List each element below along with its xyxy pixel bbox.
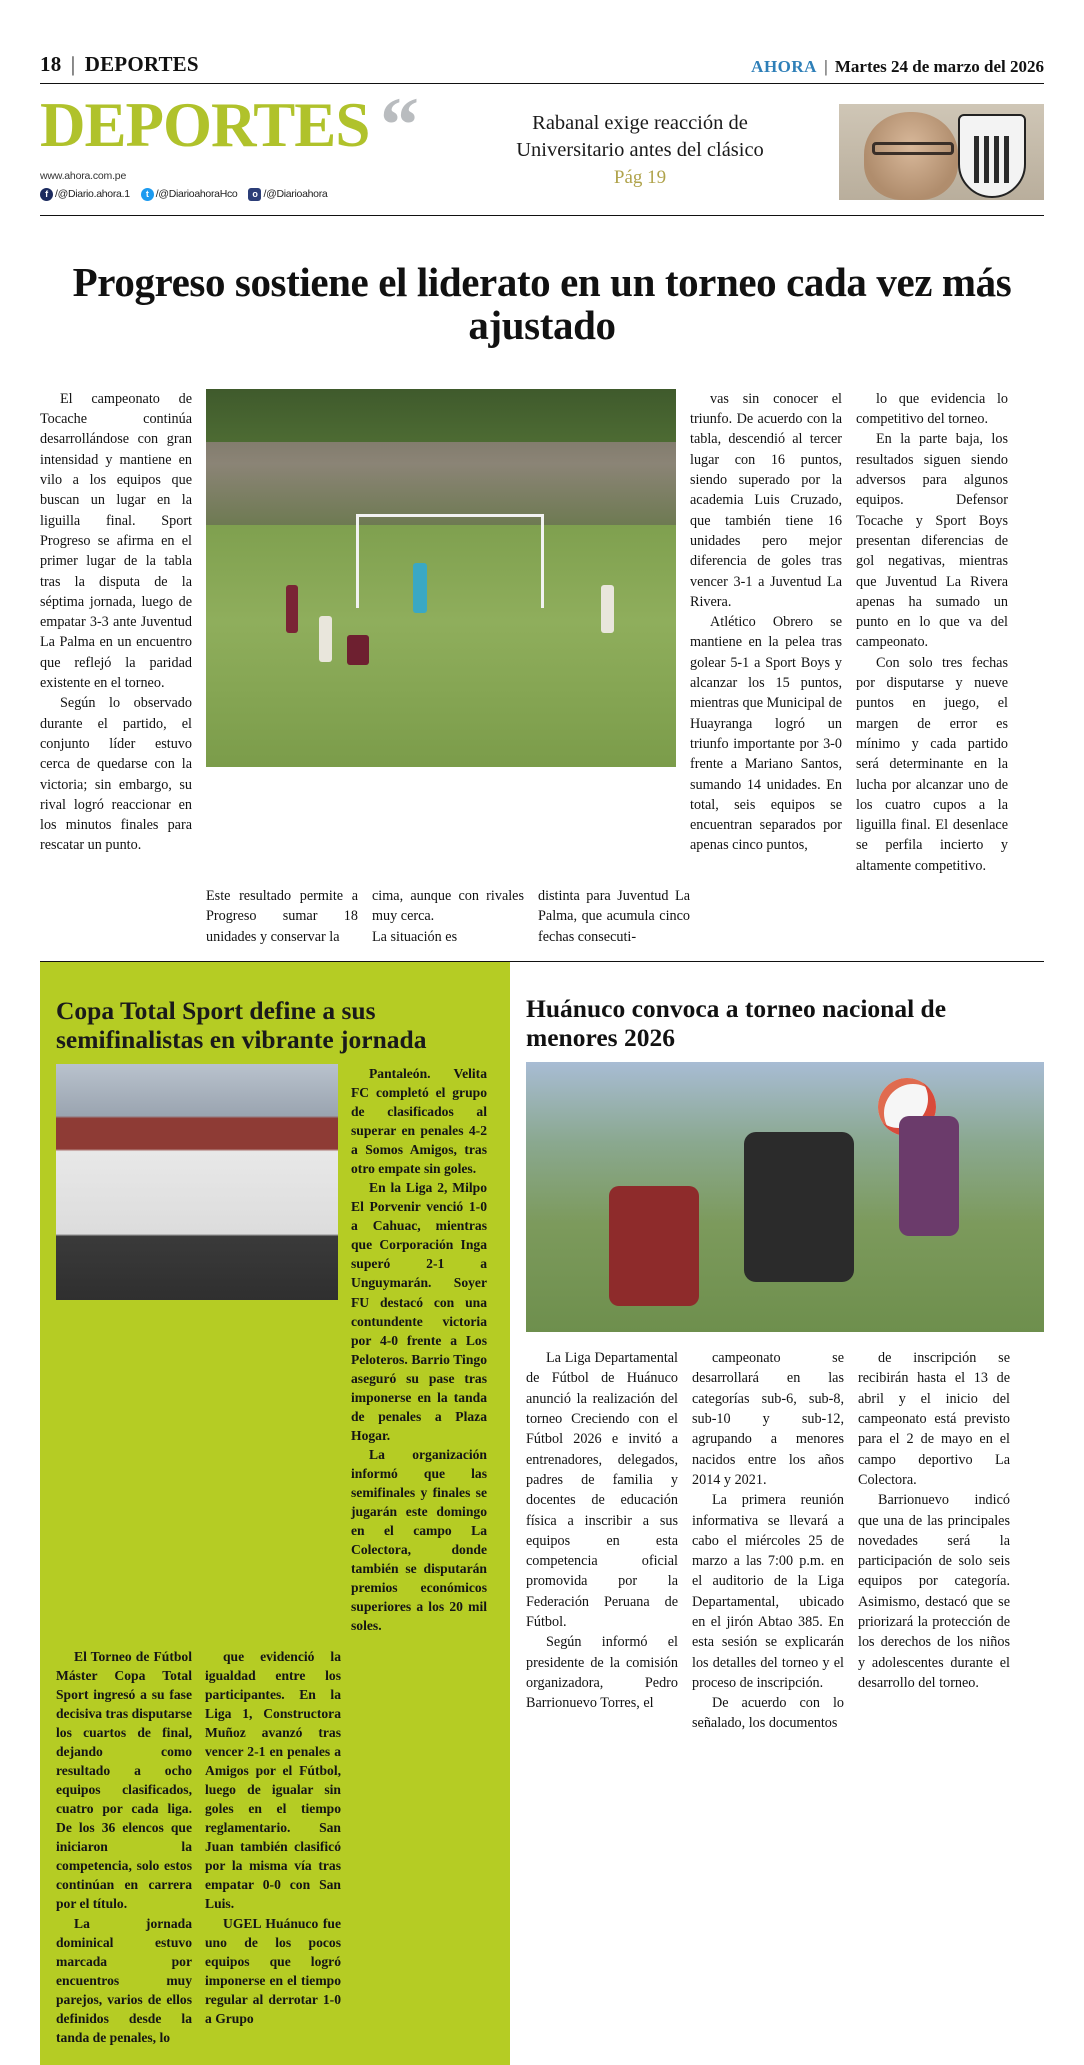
brand-name: AHORA — [751, 57, 817, 76]
social-facebook[interactable] — [40, 188, 130, 201]
masthead — [40, 81, 1044, 211]
photo-trees — [206, 389, 676, 442]
photo-player — [286, 585, 298, 633]
teaser-page-ref: Pág 19 — [613, 167, 667, 189]
paragraph: campeonato se desarrollará en las categorías sub-6, sub-8, sub-10 y sub-12, agrupando a menores nacidos entre los años 2014 y 2021. — [692, 1350, 844, 1488]
left-article-headline: Copa Total Sport define a sus semifinalistas en vibrante jornada — [56, 996, 427, 1054]
masthead-title: DEPORTES — [40, 90, 370, 160]
facebook-handle: /@Diario.ahora.1 — [55, 188, 130, 201]
column-gutter — [510, 962, 526, 2065]
masthead-photo-face — [864, 112, 958, 200]
social-instagram[interactable] — [248, 188, 327, 201]
social-links — [40, 188, 370, 201]
caption-text: La situación es — [372, 928, 458, 945]
right-article-column-2 — [692, 1348, 844, 1734]
bottom-section — [40, 962, 1044, 2065]
team-photo — [56, 1064, 338, 1300]
teaser-line-1: Rabanal exige reacción de — [532, 112, 748, 134]
main-article-body — [40, 389, 1044, 876]
main-article-column-1 — [40, 389, 192, 876]
paragraph: Según informó el presidente de la comisión organizadora, Pedro Barrionuevo Torres, el — [526, 1634, 678, 1712]
paragraph: vas sin conocer el triunfo. De acuerdo con la tabla, descendió al tercer lugar con 16 puntos, siendo superado por la academia Luis Cruzado, que también tiene 16 unidades pero mejor diferencia de goles tras vencer 3-1 a Juventud La Rivera. — [690, 390, 842, 610]
masthead-divider — [40, 215, 1044, 216]
paragraph: Atlético Obrero se mantiene en la pelea tras golear 5-1 a Sport Boys y alcanzar los 15 puntos, mientras que Municipal de Huayranga logró un triunfo importante por 3-0 frente a Mariano Santos, sumando 14 unidades. En total, seis equipos se encuentran separados por apenas cinco puntos, — [690, 614, 842, 854]
right-article-photo — [526, 1062, 1044, 1332]
social-twitter[interactable] — [141, 188, 238, 201]
paragraph: Barrionuevo indicó que una de las principales novedades será la participación de solo seis equipos por categoría. Asimismo, destacó que se priorizará la protección de los derechos de los niños y adolescentes durante el desarrollo del torneo. — [858, 1492, 1010, 1691]
right-article-column-3 — [858, 1348, 1010, 1734]
right-article — [526, 962, 1044, 2065]
paragraph: de inscripción se recibirán hasta el 13 de abril y el inicio del campeonato está previsto para el 2 de mayo en el campo deportivo La Colectora. — [858, 1350, 1010, 1488]
paragraph: Pantaleón. Velita FC completó el grupo de clasificados al superar en penales 4-2 a Somos Amigos, tras otro empate sin goles. — [351, 1066, 487, 1177]
photo-player — [744, 1132, 854, 1282]
photo-goalkeeper — [413, 563, 427, 613]
masthead-photo — [839, 104, 1044, 200]
right-article-column-1 — [526, 1348, 678, 1734]
quote-mark-icon: “ — [380, 81, 419, 168]
main-article-photo — [206, 389, 676, 767]
photo-player — [319, 616, 332, 662]
paragraph: La organización informó que las semifinales y finales se jugarán este domingo en el campo La Colectora, donde también se disputarán premios económicos superiores a los 20 mil soles. — [351, 1446, 487, 1634]
main-headline: Progreso sostiene el liderato en un torneo cada vez más ajustado — [72, 259, 1012, 349]
paragraph: La primera reunión informativa se llevará a cabo el miércoles 25 de marzo a las 7:00 p.m. en el auditorio de la Liga Departamental, ubicado en el jirón Abtao 385. En esta sesión se explicarán los detalles del torneo y el proceso de inscripción. — [692, 1492, 844, 1691]
paragraph: Con solo tres fechas por disputarse y nueve puntos en juego, el margen de error es mínimo y cada partido será determinante en la lucha por alcanzar uno de los cuatro cupos a la liguilla final. El desenlace se perfila incierto y altamente competitivo. — [856, 654, 1008, 874]
instagram-icon: o — [248, 188, 261, 201]
paragraph: En la Liga 2, Milpo El Porvenir venció 1-0 a Cahuac, mientras que Corporación Inga superó 2-1 a Unguymarán. Soyer FU destacó con una contundente victoria por 4-0 frente a Los Peloteros. Barrio Tingo aseguró su pase tras imponerse en la tanda de penales a Plaza Hogar. — [351, 1180, 487, 1443]
right-article-columns — [526, 1348, 1044, 1734]
caption-text: distinta para Juventud La Palma, que acumula cinco fechas consecuti- — [538, 888, 690, 945]
paragraph: El campeonato de Tocache continúa desarrollándose con gran intensidad y mantiene en vilo a los equipos que buscan un lugar en la liguilla final. Sport Progreso se afirma en el primer lugar de la tabla tras la disputa de la séptima jornada, luego de empatar 3-3 ante Juventud La Palma en un encuentro que reflejó la paridad existente en el torneo. — [40, 390, 192, 692]
paragraph: Según lo observado durante el partido, el conjunto líder estuvo cerca de quedarse con la victoria; sin embargo, su rival logró reaccionar en los minutos finales para rescatar un punto. — [40, 695, 192, 854]
instagram-handle: /@Diarioahora — [263, 188, 328, 201]
dateline-separator: | — [824, 57, 828, 76]
dateline — [751, 57, 1044, 77]
main-article-caption-row — [40, 886, 1044, 947]
caption-part-1 — [206, 886, 358, 947]
section-name: DEPORTES — [84, 52, 199, 76]
caption-part-2 — [372, 886, 524, 947]
main-article-column-3 — [690, 389, 842, 876]
page-number: 18 — [40, 52, 62, 76]
paragraph: lo que evidencia lo competitivo del torneo. — [856, 390, 1008, 428]
paragraph: que evidenció la igualdad entre los participantes. En la Liga 1, Constructora Muñoz avanzó tras vencer 2-1 en penales a Amigos por el Fútbol, luego de igualar sin goles en el tiempo reglamentario. San Juan también clasificó por la misma vía tras empatar 0-0 con San Luis. — [205, 1649, 341, 1912]
left-article-columns — [56, 1647, 494, 2047]
photo-player — [899, 1116, 959, 1236]
left-article-column-top — [351, 1064, 487, 1635]
caption-text: Este resultado permite a Progreso sumar 18 unidades y conservar la — [206, 888, 358, 945]
alianza-lima-crest-icon — [958, 114, 1026, 198]
team-photo-bg — [56, 1064, 338, 1300]
paragraph: En la parte baja, los resultados siguen siendo adversos para algunos equipos. Defensor Tocache y Sport Boys presentan diferencias de gol negativas, mientras que Juventud La Rivera apenas ha sumado un punto en lo que va del campeonato. — [856, 431, 1008, 651]
photo-player — [347, 635, 369, 665]
teaser-line-2: Universitario antes del clásico — [516, 139, 764, 162]
paragraph: La Liga Departamental de Fútbol de Huánuco anunció la realización del torneo Creciendo con el Fútbol 2026 e invitó a entrenadores, delegados, padres de familia y docentes de educación física a inscribir a sus equipos en esta competencia oficial promovida por la Federación Peruana de Fútbol. — [526, 1350, 678, 1630]
twitter-handle: /@DiarioahoraHco — [155, 188, 238, 201]
photo-goal — [356, 514, 544, 609]
folio — [40, 52, 199, 77]
caption-part-3 — [538, 886, 690, 947]
photo-player — [609, 1186, 699, 1306]
masthead-teaser[interactable] — [441, 96, 839, 189]
left-article-top-row — [56, 1064, 494, 1635]
caption-text: cima, aunque con rivales muy cerca. — [372, 888, 524, 925]
right-article-headline: Huánuco convoca a torneo nacional de menores 2026 — [526, 994, 947, 1052]
masthead-left — [40, 90, 370, 201]
crest-stripes — [974, 136, 1010, 182]
folio-separator: | — [70, 52, 76, 76]
left-article-column-2 — [205, 1647, 341, 2047]
paragraph: La jornada dominical estuvo marcada por encuentros muy parejos, varios de ellos definidos desde la tanda de penales, lo — [56, 1915, 192, 2045]
left-article-photo — [56, 1064, 338, 1635]
paragraph: De acuerdo con lo señalado, los documentos — [692, 1695, 844, 1732]
left-article — [40, 962, 510, 2065]
masthead-photo-glasses — [872, 142, 954, 154]
paragraph: El Torneo de Fútbol Máster Copa Total Sport ingresó a su fase decisiva tras disputarse los cuartos de final, dejando como resultado a ocho equipos clasificados, cuatro por cada liga. De los 36 elencos que iniciaron la competencia, solo estos continúan en carrera por el título. — [56, 1649, 192, 1912]
photo-player — [601, 585, 614, 633]
main-article-column-4 — [856, 389, 1008, 876]
paragraph: UGEL Huánuco fue uno de los pocos equipos que logró imponerse en el tiempo regular al derrotar 1-0 a Grupo — [205, 1915, 341, 2026]
website-url[interactable]: www.ahora.com.pe — [40, 169, 127, 182]
page-topbar — [40, 0, 1044, 83]
twitter-icon: t — [141, 188, 154, 201]
publication-date: Martes 24 de marzo del 2026 — [834, 57, 1044, 76]
facebook-icon: f — [40, 188, 53, 201]
left-article-column-1 — [56, 1647, 192, 2047]
